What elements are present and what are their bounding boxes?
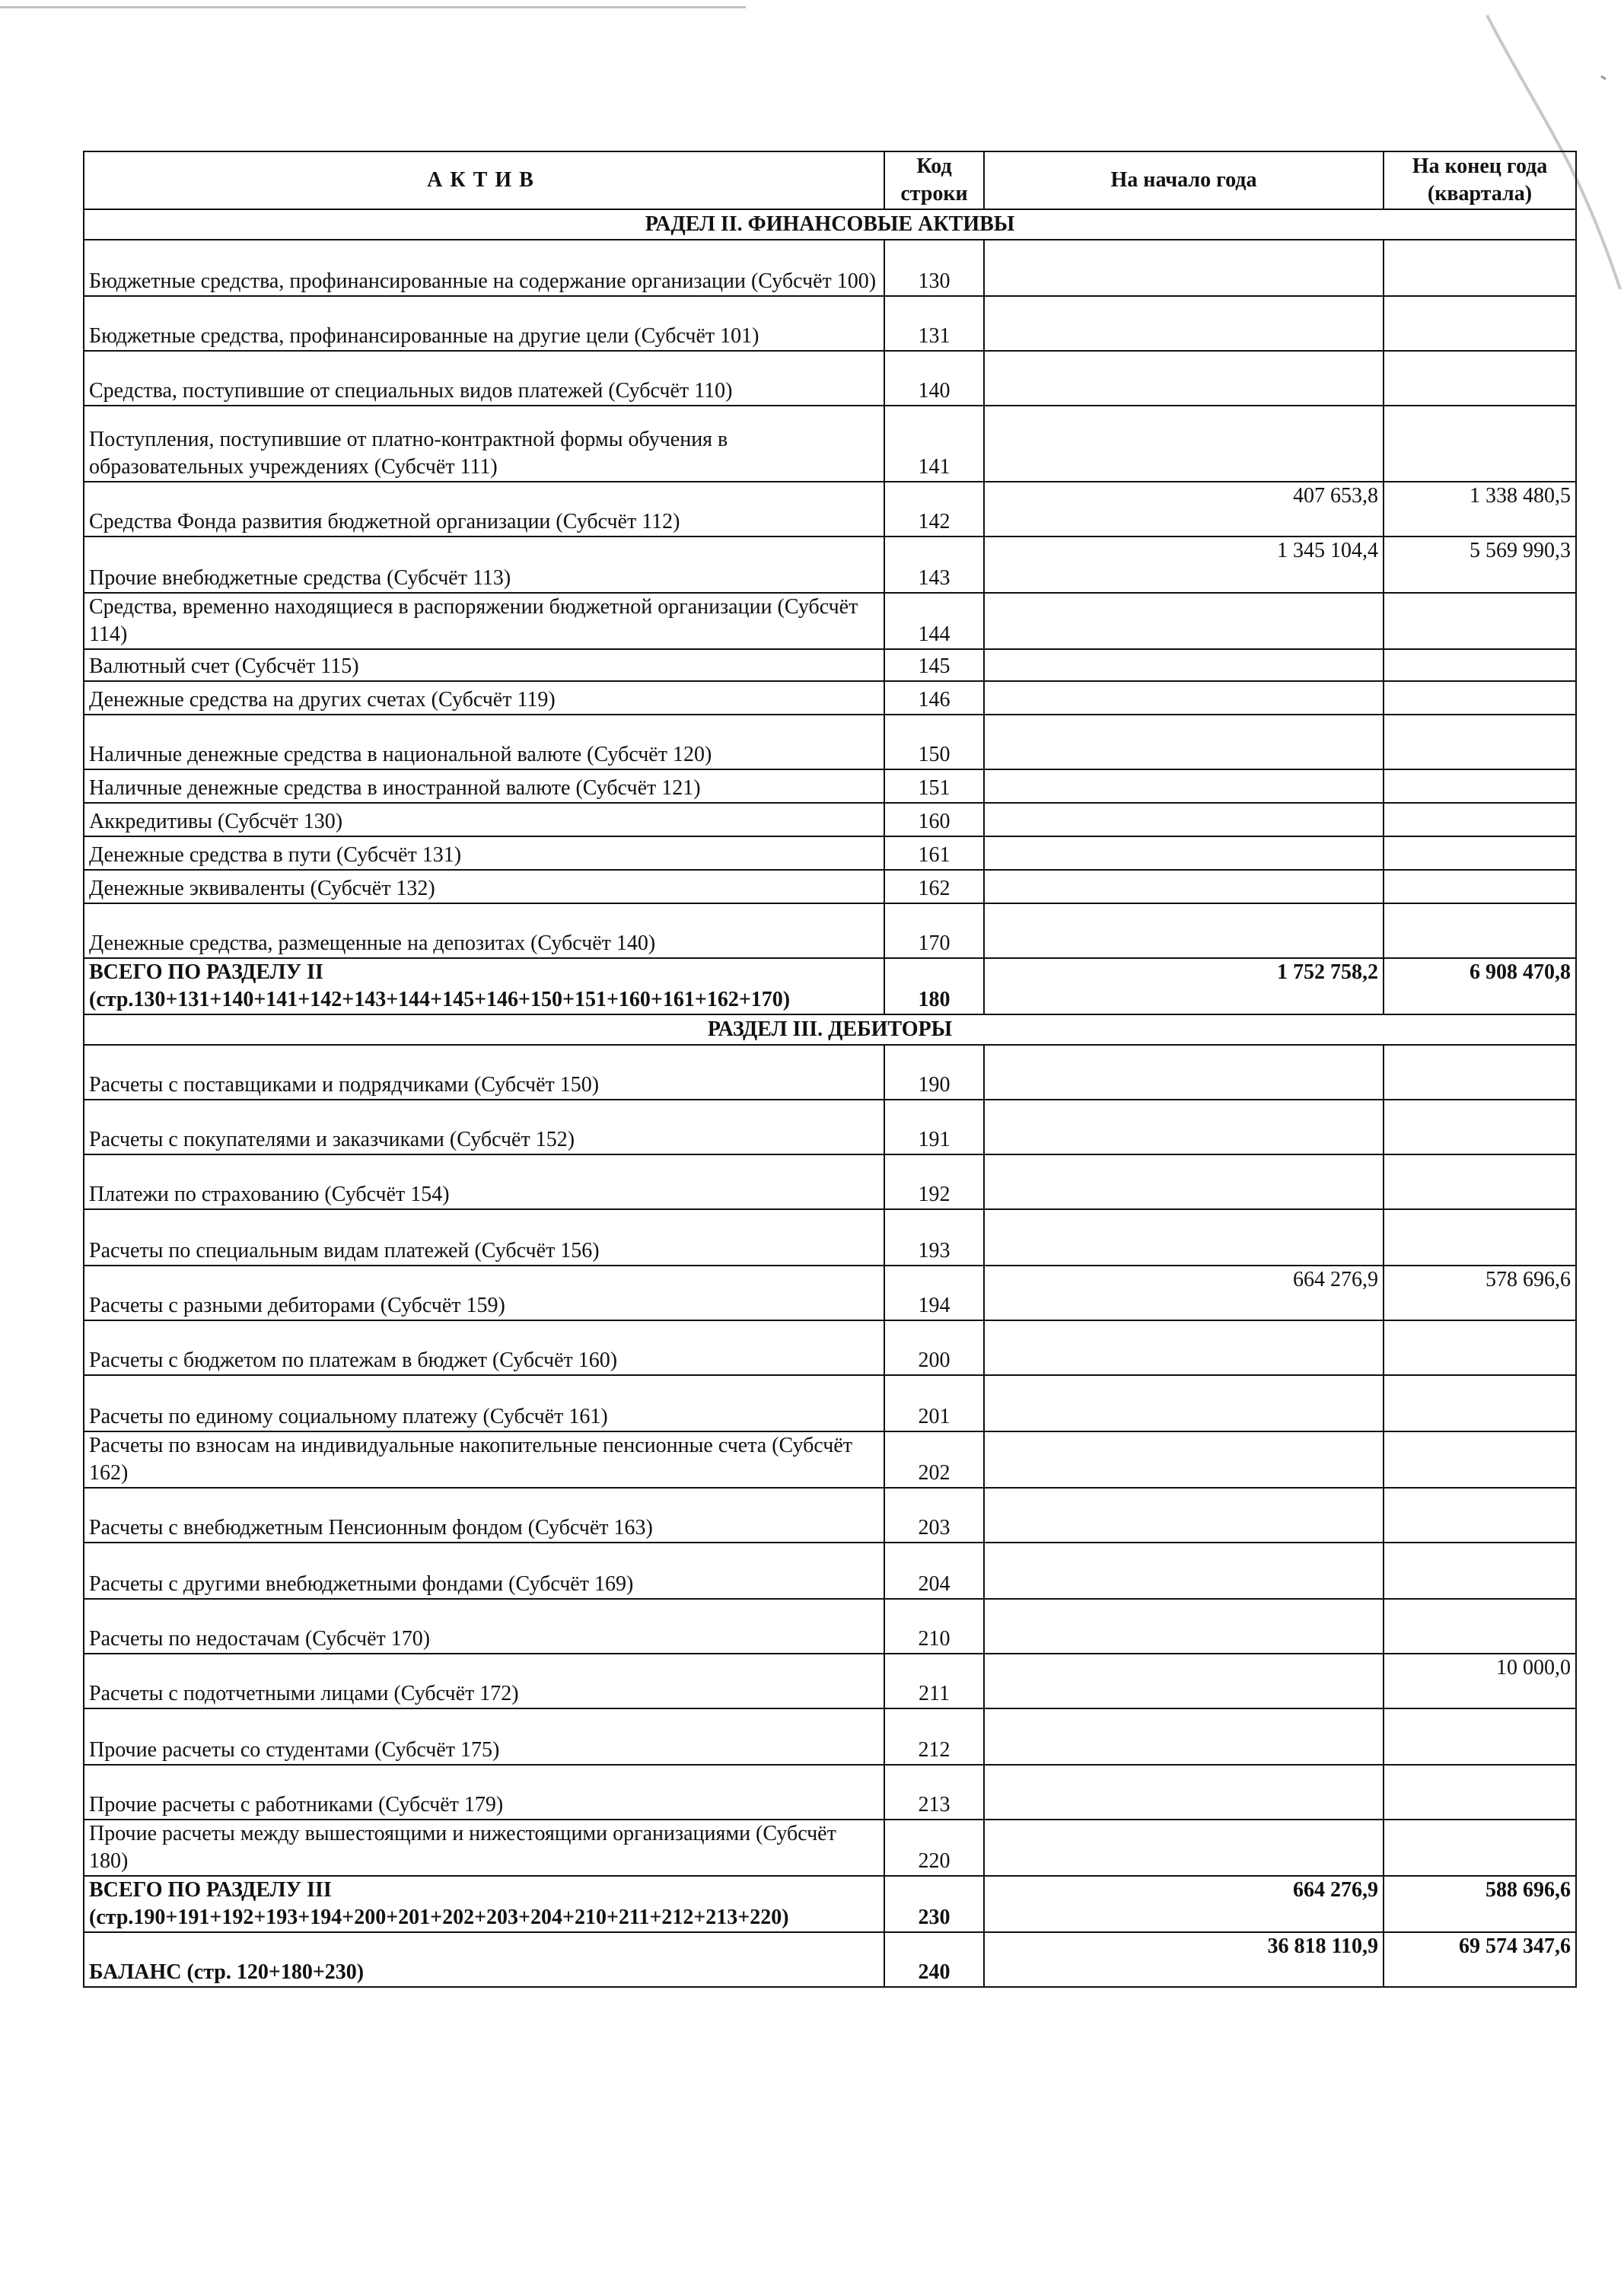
row-end-value: 1 338 480,5 <box>1384 482 1576 537</box>
row-code: 144 <box>884 593 984 649</box>
row-end-value <box>1384 1820 1576 1876</box>
row-code: 146 <box>884 681 984 715</box>
row-start-value: 1 345 104,4 <box>984 537 1384 593</box>
row-name: Расчеты с поставщиками и подрядчиками (Субсчёт 150) <box>84 1045 884 1100</box>
row-name: Расчеты по взносам на индивидуальные накопительные пенсионные счета (Субсчёт 162) <box>84 1431 884 1488</box>
row-start-value <box>984 296 1384 351</box>
row-start-value <box>984 715 1384 769</box>
table-row <box>84 715 1576 769</box>
row-code: 202 <box>884 1431 984 1488</box>
row-code: 201 <box>884 1375 984 1431</box>
row-code: 211 <box>884 1654 984 1708</box>
row-start-value <box>984 1820 1384 1876</box>
row-code: 194 <box>884 1266 984 1320</box>
row-start-value <box>984 769 1384 803</box>
row-name: Средства, поступившие от специальных видов платежей (Субсчёт 110) <box>84 351 884 406</box>
total-row <box>84 958 1576 1014</box>
row-name: Расчеты по недостачам (Субсчёт 170) <box>84 1599 884 1654</box>
table-row <box>84 537 1576 593</box>
row-code: 192 <box>884 1154 984 1209</box>
row-code: 220 <box>884 1820 984 1876</box>
row-code: 213 <box>884 1765 984 1820</box>
row-start-value <box>984 1765 1384 1820</box>
row-name: Расчеты по единому социальному платежу (Субсчёт 161) <box>84 1375 884 1431</box>
row-name: Денежные средства на других счетах (Субсчёт 119) <box>84 681 884 715</box>
row-end-value <box>1384 715 1576 769</box>
row-name: Поступления, поступившие от платно-контрактной формы обучения в образовательных учреждениях (Субсчёт 111) <box>84 406 884 482</box>
row-start-value <box>984 1431 1384 1488</box>
row-end-value: 6 908 470,8 <box>1384 958 1576 1014</box>
row-name: Средства, временно находящиеся в распоряжении бюджетной организации (Субсчёт 114) <box>84 593 884 649</box>
row-end-value <box>1384 1100 1576 1154</box>
row-code: 151 <box>884 769 984 803</box>
row-end-value <box>1384 1209 1576 1266</box>
row-end-value <box>1384 351 1576 406</box>
table-body <box>84 209 1576 1987</box>
row-end-value <box>1384 1599 1576 1654</box>
table-row <box>84 406 1576 482</box>
table-row <box>84 1375 1576 1431</box>
header-start: На начало года <box>984 151 1384 209</box>
row-name: Расчеты с бюджетом по платежам в бюджет (Субсчёт 160) <box>84 1320 884 1375</box>
row-name: Прочие расчеты с работниками (Субсчёт 179) <box>84 1765 884 1820</box>
row-start-value <box>984 593 1384 649</box>
table-row <box>84 681 1576 715</box>
table-row <box>84 1488 1576 1543</box>
table-row <box>84 1654 1576 1708</box>
total-row <box>84 1932 1576 1987</box>
row-name: Аккредитивы (Субсчёт 130) <box>84 803 884 836</box>
row-end-value: 5 569 990,3 <box>1384 537 1576 593</box>
row-end-value <box>1384 296 1576 351</box>
row-start-value: 664 276,9 <box>984 1266 1384 1320</box>
row-code: 142 <box>884 482 984 537</box>
row-code: 161 <box>884 836 984 870</box>
row-end-value <box>1384 649 1576 681</box>
row-name: Платежи по страхованию (Субсчёт 154) <box>84 1154 884 1209</box>
row-end-value <box>1384 903 1576 958</box>
row-end-value: 10 000,0 <box>1384 1654 1576 1708</box>
row-code: 212 <box>884 1708 984 1765</box>
row-name: Денежные средства в пути (Субсчёт 131) <box>84 836 884 870</box>
section-title: РАДЕЛ II. ФИНАНСОВЫЕ АКТИВЫ <box>84 209 1576 240</box>
row-code: 145 <box>884 649 984 681</box>
row-start-value <box>984 1209 1384 1266</box>
row-code: 200 <box>884 1320 984 1375</box>
section-title-row <box>84 1014 1576 1045</box>
row-start-value <box>984 1599 1384 1654</box>
table-row <box>84 1320 1576 1375</box>
row-start-value <box>984 1154 1384 1209</box>
row-name: Расчеты с покупателями и заказчиками (Субсчёт 152) <box>84 1100 884 1154</box>
row-start-value: 407 653,8 <box>984 482 1384 537</box>
row-start-value: 664 276,9 <box>984 1876 1384 1932</box>
row-name: Прочие расчеты со студентами (Субсчёт 175) <box>84 1708 884 1765</box>
table-row <box>84 296 1576 351</box>
row-name: Бюджетные средства, профинансированные на содержание организации (Субсчёт 100) <box>84 240 884 296</box>
row-end-value: 578 696,6 <box>1384 1266 1576 1320</box>
table-row <box>84 351 1576 406</box>
table-row <box>84 803 1576 836</box>
row-start-value <box>984 870 1384 903</box>
row-code: 141 <box>884 406 984 482</box>
row-start-value: 36 818 110,9 <box>984 1932 1384 1987</box>
table-row <box>84 769 1576 803</box>
table-row <box>84 1820 1576 1876</box>
row-end-value <box>1384 803 1576 836</box>
row-name: Наличные денежные средства в национальной валюте (Субсчёт 120) <box>84 715 884 769</box>
table-row <box>84 836 1576 870</box>
row-code: 143 <box>884 537 984 593</box>
row-name: Средства Фонда развития бюджетной организации (Субсчёт 112) <box>84 482 884 537</box>
row-name: ВСЕГО ПО РАЗДЕЛУ III (стр.190+191+192+193+194+200+201+202+203+204+210+211+212+213+220) <box>84 1876 884 1932</box>
row-start-value <box>984 903 1384 958</box>
row-end-value: 69 574 347,6 <box>1384 1932 1576 1987</box>
table-row <box>84 1599 1576 1654</box>
total-row <box>84 1876 1576 1932</box>
row-start-value <box>984 1708 1384 1765</box>
table-row <box>84 1154 1576 1209</box>
row-name: Наличные денежные средства в иностранной валюте (Субсчёт 121) <box>84 769 884 803</box>
row-start-value <box>984 406 1384 482</box>
table-row <box>84 903 1576 958</box>
row-name: Денежные средства, размещенные на депозитах (Субсчёт 140) <box>84 903 884 958</box>
row-end-value <box>1384 1488 1576 1543</box>
table-row <box>84 240 1576 296</box>
row-name: ВСЕГО ПО РАЗДЕЛУ II (стр.130+131+140+141+142+143+144+145+146+150+151+160+161+162+170) <box>84 958 884 1014</box>
table-row <box>84 870 1576 903</box>
row-name: Бюджетные средства, профинансированные на другие цели (Субсчёт 101) <box>84 296 884 351</box>
row-code: 131 <box>884 296 984 351</box>
row-name: Расчеты с другими внебюджетными фондами (Субсчёт 169) <box>84 1543 884 1599</box>
row-start-value <box>984 1654 1384 1708</box>
row-start-value: 1 752 758,2 <box>984 958 1384 1014</box>
row-end-value <box>1384 1431 1576 1488</box>
row-start-value <box>984 351 1384 406</box>
table-row <box>84 1266 1576 1320</box>
table-row <box>84 1209 1576 1266</box>
row-code: 230 <box>884 1876 984 1932</box>
row-start-value <box>984 1045 1384 1100</box>
row-end-value <box>1384 1154 1576 1209</box>
row-code: 203 <box>884 1488 984 1543</box>
table-row <box>84 1100 1576 1154</box>
row-code: 180 <box>884 958 984 1014</box>
balance-sheet-table <box>83 151 1577 1988</box>
row-name: Прочие расчеты между вышестоящими и нижестоящими организациями (Субсчёт 180) <box>84 1820 884 1876</box>
row-end-value <box>1384 836 1576 870</box>
row-start-value <box>984 1100 1384 1154</box>
row-end-value: 588 696,6 <box>1384 1876 1576 1932</box>
row-end-value <box>1384 769 1576 803</box>
row-end-value <box>1384 1765 1576 1820</box>
row-start-value <box>984 1543 1384 1599</box>
header-code: Код строки <box>884 151 984 209</box>
row-start-value <box>984 240 1384 296</box>
row-name: БАЛАНС (стр. 120+180+230) <box>84 1932 884 1987</box>
row-name: Прочие внебюджетные средства (Субсчёт 113) <box>84 537 884 593</box>
section-title-row <box>84 209 1576 240</box>
row-code: 162 <box>884 870 984 903</box>
row-code: 190 <box>884 1045 984 1100</box>
row-code: 160 <box>884 803 984 836</box>
header-end: На конец года (квартала) <box>1384 151 1576 209</box>
row-end-value <box>1384 681 1576 715</box>
row-end-value <box>1384 870 1576 903</box>
row-end-value <box>1384 406 1576 482</box>
row-code: 130 <box>884 240 984 296</box>
table-row <box>84 593 1576 649</box>
row-code: 140 <box>884 351 984 406</box>
row-code: 210 <box>884 1599 984 1654</box>
row-start-value <box>984 836 1384 870</box>
row-end-value <box>1384 1543 1576 1599</box>
table-row <box>84 1765 1576 1820</box>
row-end-value <box>1384 1708 1576 1765</box>
header-aktiv: АКТИВ <box>84 151 884 209</box>
scan-artifact-line <box>0 6 746 8</box>
row-end-value <box>1384 240 1576 296</box>
row-start-value <box>984 681 1384 715</box>
row-code: 193 <box>884 1209 984 1266</box>
table-row <box>84 482 1576 537</box>
row-name: Расчеты по специальным видам платежей (Субсчёт 156) <box>84 1209 884 1266</box>
table-row <box>84 649 1576 681</box>
row-name: Расчеты с подотчетными лицами (Субсчёт 172) <box>84 1654 884 1708</box>
row-end-value <box>1384 593 1576 649</box>
row-end-value <box>1384 1320 1576 1375</box>
table-header-row <box>84 151 1576 209</box>
table-row <box>84 1045 1576 1100</box>
row-name: Расчеты с внебюджетным Пенсионным фондом (Субсчёт 163) <box>84 1488 884 1543</box>
section-title: РАЗДЕЛ III. ДЕБИТОРЫ <box>84 1014 1576 1045</box>
row-start-value <box>984 649 1384 681</box>
row-code: 204 <box>884 1543 984 1599</box>
row-end-value <box>1384 1375 1576 1431</box>
table-row <box>84 1543 1576 1599</box>
row-start-value <box>984 1375 1384 1431</box>
row-name: Валютный счет (Субсчёт 115) <box>84 649 884 681</box>
row-code: 170 <box>884 903 984 958</box>
row-code: 240 <box>884 1932 984 1987</box>
row-start-value <box>984 1488 1384 1543</box>
table-row <box>84 1708 1576 1765</box>
row-name: Денежные эквиваленты (Субсчёт 132) <box>84 870 884 903</box>
row-end-value <box>1384 1045 1576 1100</box>
row-name: Расчеты с разными дебиторами (Субсчёт 159) <box>84 1266 884 1320</box>
row-code: 191 <box>884 1100 984 1154</box>
row-start-value <box>984 803 1384 836</box>
table-row <box>84 1431 1576 1488</box>
row-code: 150 <box>884 715 984 769</box>
row-start-value <box>984 1320 1384 1375</box>
